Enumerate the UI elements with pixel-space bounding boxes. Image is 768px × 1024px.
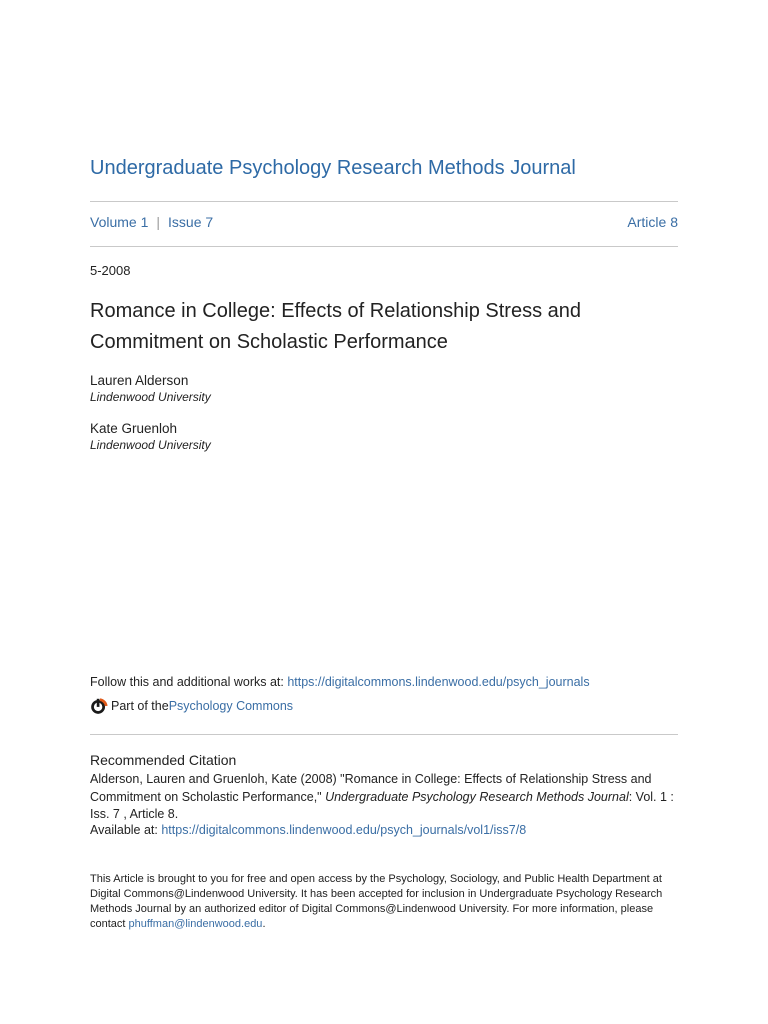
divider-top — [90, 201, 678, 202]
article-title-line: Commitment on Scholastic Performance — [90, 331, 448, 353]
bepress-commons-icon — [90, 697, 108, 715]
available-label: Available at: — [90, 823, 162, 837]
author-name: Lauren Alderson — [90, 373, 189, 388]
author-affiliation: Lindenwood University — [90, 390, 211, 404]
divider-issue — [90, 246, 678, 247]
citation-journal: Undergraduate Psychology Research Methods Journal — [325, 789, 629, 804]
follow-line — [90, 675, 590, 689]
article-number-link[interactable]: Article 8 — [627, 214, 678, 230]
author-name: Kate Gruenloh — [90, 421, 178, 436]
footer-text: This Article is brought to you for free and open access by the Psychology, Sociology, and Public Health Department at Digital Commons@Lindenwood University. It has been accepted for inclusion in Undergraduate Psychology Research Methods Journal by an authorized editor of Digital Commons@Lindenwood University. For more information, please contact — [90, 873, 663, 930]
issue-link[interactable]: Issue 7 — [168, 214, 214, 230]
part-of-line — [90, 697, 293, 715]
author-block — [90, 420, 211, 453]
footer-end: . — [262, 918, 266, 930]
available-url-link[interactable]: https://digitalcommons.lindenwood.edu/psych_journals/vol1/iss7/8 — [161, 823, 527, 837]
psychology-commons-link[interactable]: Psychology Commons — [168, 699, 294, 713]
footer-notice — [90, 872, 678, 932]
contact-email-link[interactable]: phuffman@lindenwood.edu — [128, 918, 263, 930]
citation-part: Alderson, Lauren and Gruenloh, Kate (2008) "Romance in College: Effects of Relationship Stress and Commitment on Scholastic Performance," — [90, 772, 652, 804]
part-of-label: Part of the — [111, 699, 169, 713]
citation-text — [90, 771, 678, 824]
article-title-line: Romance in College: Effects of Relationship Stress and — [90, 300, 582, 322]
recommended-citation-heading: Recommended Citation — [90, 752, 237, 768]
author-block — [90, 372, 211, 405]
issue-separator: | — [156, 214, 161, 230]
volume-link[interactable]: Volume 1 — [90, 214, 149, 230]
journal-title-link[interactable]: Undergraduate Psychology Research Methods Journal — [90, 157, 576, 179]
citation-part: : Vol. 1 : Iss. 7 , Article 8. — [90, 789, 674, 821]
follow-label: Follow this and additional works at: — [90, 675, 288, 689]
follow-url-link[interactable]: https://digitalcommons.lindenwood.edu/psych_journals — [287, 675, 590, 689]
available-at-line — [90, 823, 526, 837]
article-title — [90, 296, 650, 358]
author-affiliation: Lindenwood University — [90, 438, 211, 452]
publication-date: 5-2008 — [90, 263, 131, 278]
divider-citation — [90, 734, 678, 735]
issue-row — [90, 214, 678, 230]
